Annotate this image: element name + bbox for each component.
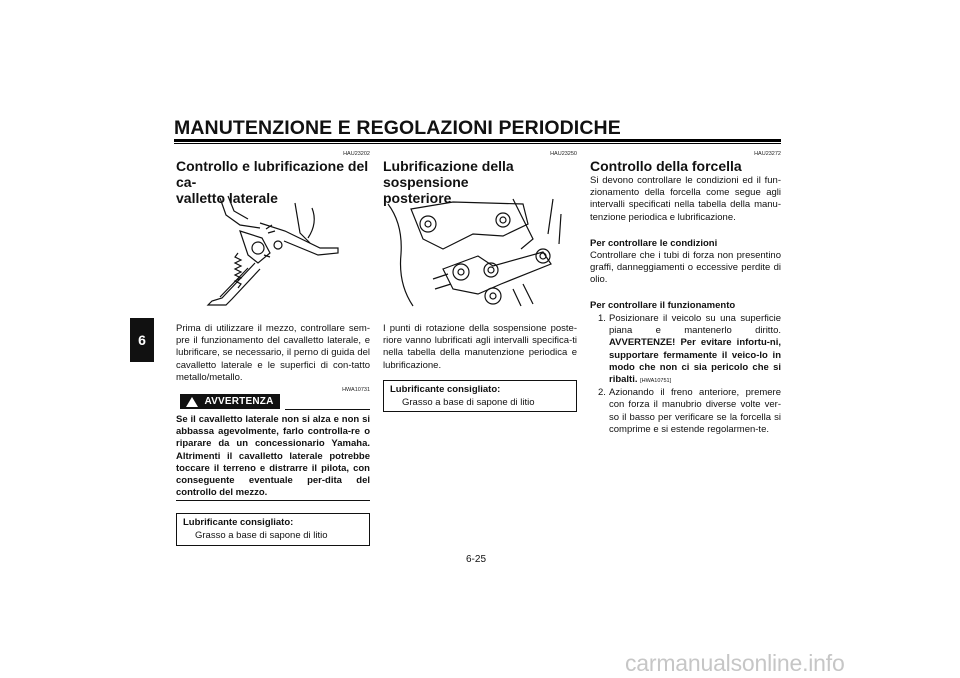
lubricant-box — [176, 513, 370, 546]
section-heading: Lubrificazione della sospensione posteriore — [383, 158, 514, 206]
header-rule-thin — [174, 143, 781, 144]
lubricant-title: Lubrificante consigliato: — [183, 517, 294, 528]
step-warning: AVVERTENZE! Per evitare infortu-ni, supportare fermamente il veico-lo in modo che non ci sia pericolo che si ribalti. — [609, 337, 781, 386]
warning-label: AVVERTENZA — [204, 396, 274, 407]
section-code: HAU23272 — [754, 151, 781, 157]
steps-list — [590, 313, 781, 436]
page-header-title: MANUTENZIONE E REGOLAZIONI PERIODICHE — [174, 117, 621, 139]
step-number: 1. — [598, 313, 606, 324]
rear-suspension-illustration — [383, 194, 573, 314]
header-rule — [174, 139, 781, 142]
section-intro: Si devono controllare le condizioni ed il fun-zionamento della forcella come segue agli intervalli specificati nella tabella della manu-tenzione periodica e lubrificazione. — [590, 175, 781, 223]
step-number: 2. — [598, 387, 606, 399]
chapter-tab: 6 — [130, 318, 154, 362]
section-body: I punti di rotazione della sospensione poste-riore vanno lubrificati agli intervalli specifica-ti nella tabella della manutenzione periodica e lubrificazione. — [383, 323, 577, 371]
subheading-operation: Per controllare il funzionamento — [590, 300, 736, 311]
warning-badge — [180, 394, 280, 409]
warning-text: Se il cavalletto laterale non si alza e non si abbassa agevolmente, farlo controlla-re o riparare da un concessionario Yamaha. Altrimenti il cavalletto laterale potrebbe toccare il terreno e distrarre il pilota, con conseguente eventuale per-dita del controllo del mezzo. — [176, 414, 370, 499]
lubricant-value: Grasso a base di sapone di litio — [402, 396, 535, 408]
section-code: HAU23250 — [550, 151, 577, 157]
lubricant-box — [383, 380, 577, 412]
warning-code: HWA10731 — [342, 387, 370, 393]
warning-end-rule — [176, 500, 370, 501]
section-body: Prima di utilizzare il mezzo, controllare sem-pre il funzionamento del cavalletto laterale, e lubrificare, se necessario, il perno di guida del cavalletto laterale e le superfici di con-tatto metallo/metallo. — [176, 323, 370, 383]
section-heading: Controllo e lubrificazione del ca- valletto laterale — [176, 158, 369, 206]
step-text: Azionando il freno anteriore, premere con forza il manubrio diverse volte ver-so il basso per verificare se la forcella si comprime e si estende regolarmen-te. — [609, 387, 781, 435]
lubricant-title: Lubrificante consigliato: — [390, 384, 501, 395]
watermark: carmanualsonline.info — [625, 650, 845, 676]
warning-rule — [285, 409, 370, 410]
warning-triangle-icon — [186, 397, 198, 407]
sidestand-illustration — [200, 193, 350, 313]
step-warning-code: [HWA10751] — [640, 378, 672, 385]
list-item — [590, 387, 781, 436]
lubricant-value: Grasso a base di sapone di litio — [195, 529, 328, 541]
subsection-condition-text: Controllare che i tubi di forza non presentino graffi, danneggiamenti o eccessive perdite di olio. — [590, 250, 781, 286]
section-heading: Controllo della forcella — [590, 158, 742, 174]
list-item — [590, 313, 781, 387]
page-number: 6-25 — [466, 554, 487, 565]
step-text: Posizionare il veicolo su una superficie piana e mantenerlo diritto. — [609, 313, 781, 337]
subheading-condition: Per controllare le condizioni — [590, 238, 718, 249]
section-code: HAU23202 — [343, 151, 370, 157]
